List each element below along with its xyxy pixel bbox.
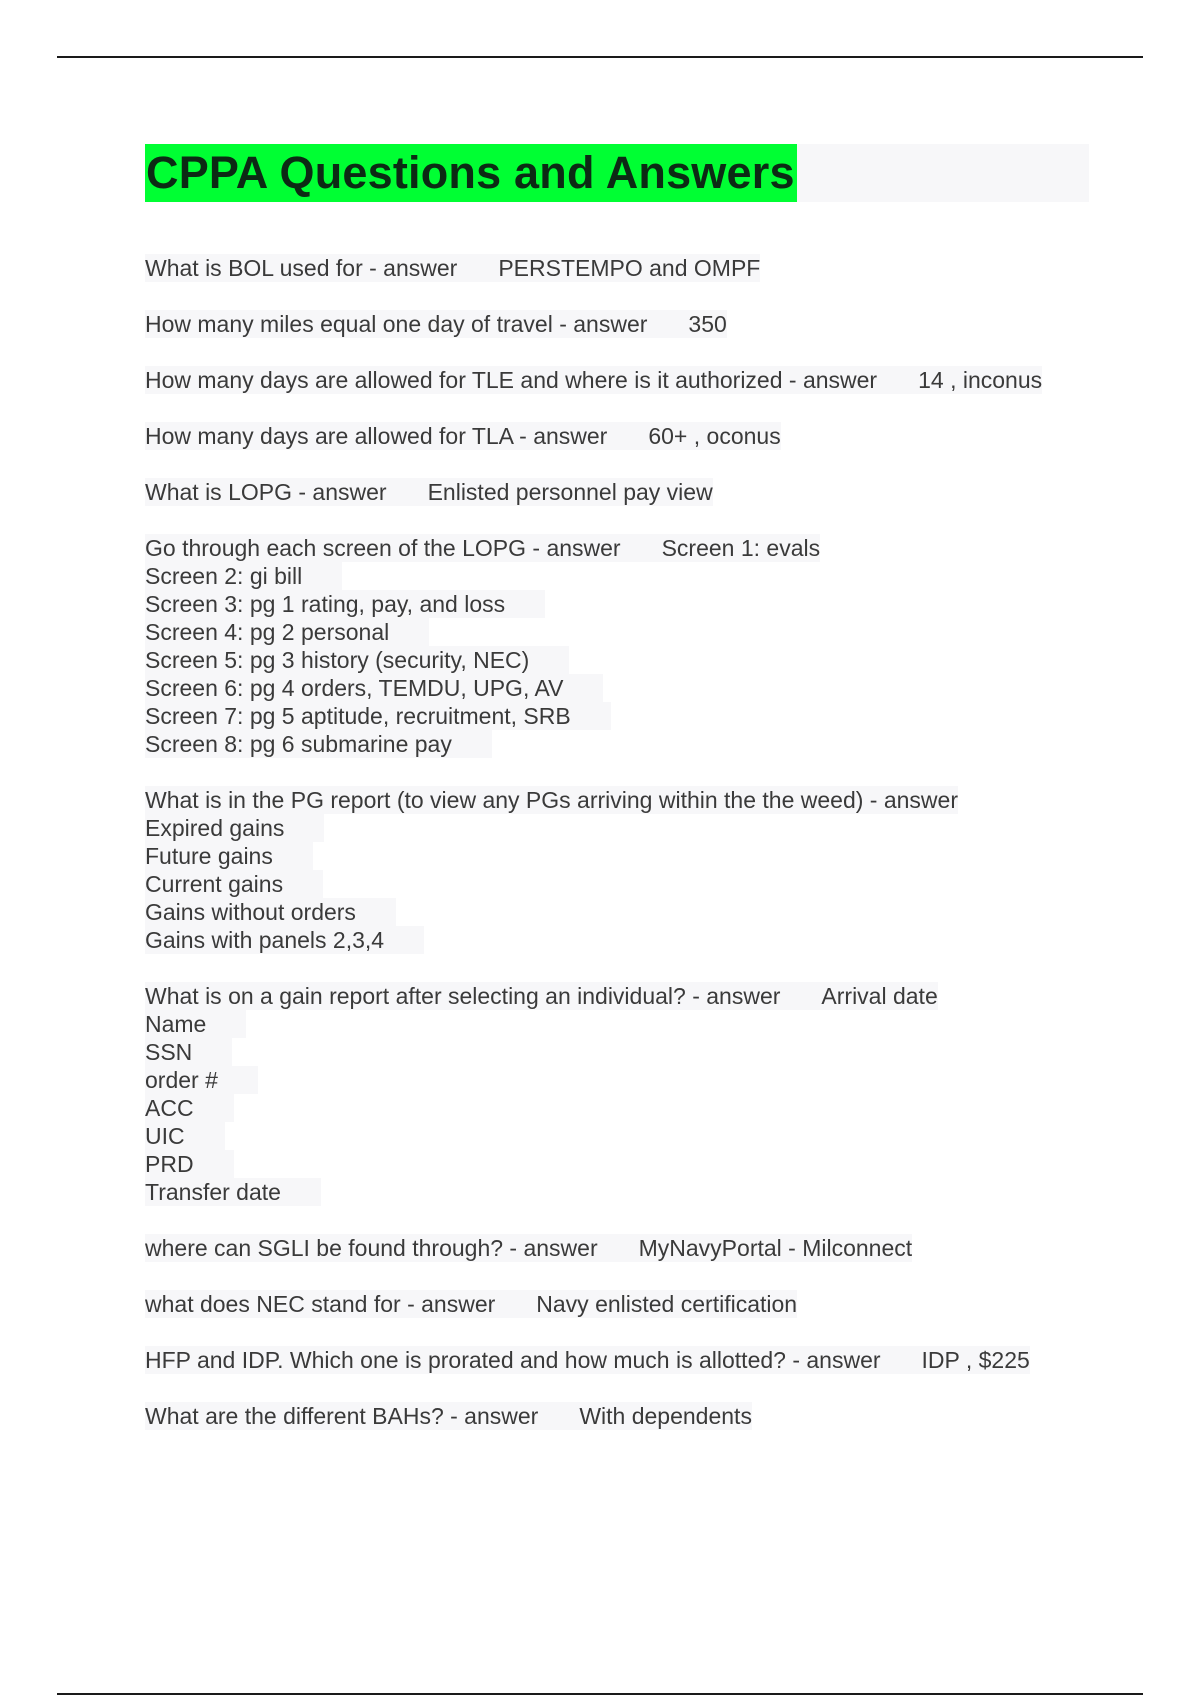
qa-item	[145, 786, 1089, 954]
question-text: What is LOPG - answer	[145, 479, 387, 505]
qa-item	[145, 1346, 1089, 1374]
qa-list	[145, 254, 1089, 1430]
answer-line: Screen 8: pg 6 submarine pay	[145, 730, 492, 758]
qa-first-line	[145, 1402, 752, 1430]
question-text: How many miles equal one day of travel - answer	[145, 311, 648, 337]
qa-item	[145, 1234, 1089, 1262]
qa-first-line	[145, 1234, 912, 1262]
answer-line: Screen 6: pg 4 orders, TEMDU, UPG, AV	[145, 674, 603, 702]
qa-first-line	[145, 478, 713, 506]
title-band	[145, 144, 1089, 202]
qa-first-line	[145, 1346, 1030, 1374]
question-text: what does NEC stand for - answer	[145, 1291, 496, 1317]
answer-line: Screen 5: pg 3 history (security, NEC)	[145, 646, 569, 674]
document-body	[145, 144, 1089, 1458]
answer-line: Gains without orders	[145, 898, 396, 926]
question-text: What is in the PG report (to view any PGs arriving within the the weed) - answer	[145, 787, 958, 813]
answer-text: Arrival date	[821, 983, 938, 1009]
question-text: HFP and IDP. Which one is prorated and how much is allotted? - answer	[145, 1347, 881, 1373]
answer-text: PERSTEMPO and OMPF	[498, 255, 761, 281]
answer-line: SSN	[145, 1038, 232, 1066]
answer-line: PRD	[145, 1150, 234, 1178]
qa-first-line	[145, 534, 820, 562]
question-text: What is on a gain report after selecting an individual? - answer	[145, 983, 781, 1009]
question-text: How many days are allowed for TLA - answer	[145, 423, 608, 449]
answer-text: 14 , inconus	[918, 367, 1043, 393]
footer-rule	[57, 1693, 1143, 1695]
qa-item	[145, 478, 1089, 506]
question-text: What are the different BAHs? - answer	[145, 1403, 539, 1429]
question-text: where can SGLI be found through? - answer	[145, 1235, 598, 1261]
answer-text: IDP , $225	[921, 1347, 1030, 1373]
answer-text: Screen 1: evals	[661, 535, 821, 561]
qa-first-line	[145, 366, 1042, 394]
qa-item	[145, 422, 1089, 450]
answer-line: Expired gains	[145, 814, 324, 842]
qa-first-line	[145, 422, 781, 450]
document-title: CPPA Questions and Answers	[145, 144, 797, 202]
qa-item	[145, 982, 1089, 1206]
answer-text: MyNavyPortal - Milconnect	[638, 1235, 913, 1261]
answer-line: Gains with panels 2,3,4	[145, 926, 424, 954]
qa-item	[145, 366, 1089, 394]
answer-text: Navy enlisted certification	[536, 1291, 798, 1317]
question-text: Go through each screen of the LOPG - answer	[145, 535, 621, 561]
answer-line: UIC	[145, 1122, 225, 1150]
answer-line: Screen 7: pg 5 aptitude, recruitment, SRB	[145, 702, 611, 730]
qa-first-line	[145, 254, 760, 282]
header-rule	[57, 56, 1143, 58]
qa-first-line	[145, 982, 938, 1010]
answer-line: Screen 3: pg 1 rating, pay, and loss	[145, 590, 545, 618]
qa-item	[145, 254, 1089, 282]
qa-first-line	[145, 786, 958, 814]
qa-first-line	[145, 310, 727, 338]
question-text: How many days are allowed for TLE and where is it authorized - answer	[145, 367, 878, 393]
answer-line: Screen 4: pg 2 personal	[145, 618, 429, 646]
qa-item	[145, 1290, 1089, 1318]
answer-line: Current gains	[145, 870, 323, 898]
answer-line: Name	[145, 1010, 246, 1038]
answer-line: Future gains	[145, 842, 313, 870]
answer-line: order #	[145, 1066, 258, 1094]
answer-text: Enlisted personnel pay view	[427, 479, 713, 505]
qa-item	[145, 310, 1089, 338]
qa-item	[145, 534, 1089, 758]
answer-text: 350	[688, 311, 727, 337]
answer-line: Transfer date	[145, 1178, 321, 1206]
question-text: What is BOL used for - answer	[145, 255, 458, 281]
answer-line: ACC	[145, 1094, 234, 1122]
answer-text: 60+ , oconus	[648, 423, 781, 449]
answer-text: With dependents	[579, 1403, 752, 1429]
qa-item	[145, 1402, 1089, 1430]
qa-first-line	[145, 1290, 797, 1318]
answer-line: Screen 2: gi bill	[145, 562, 342, 590]
